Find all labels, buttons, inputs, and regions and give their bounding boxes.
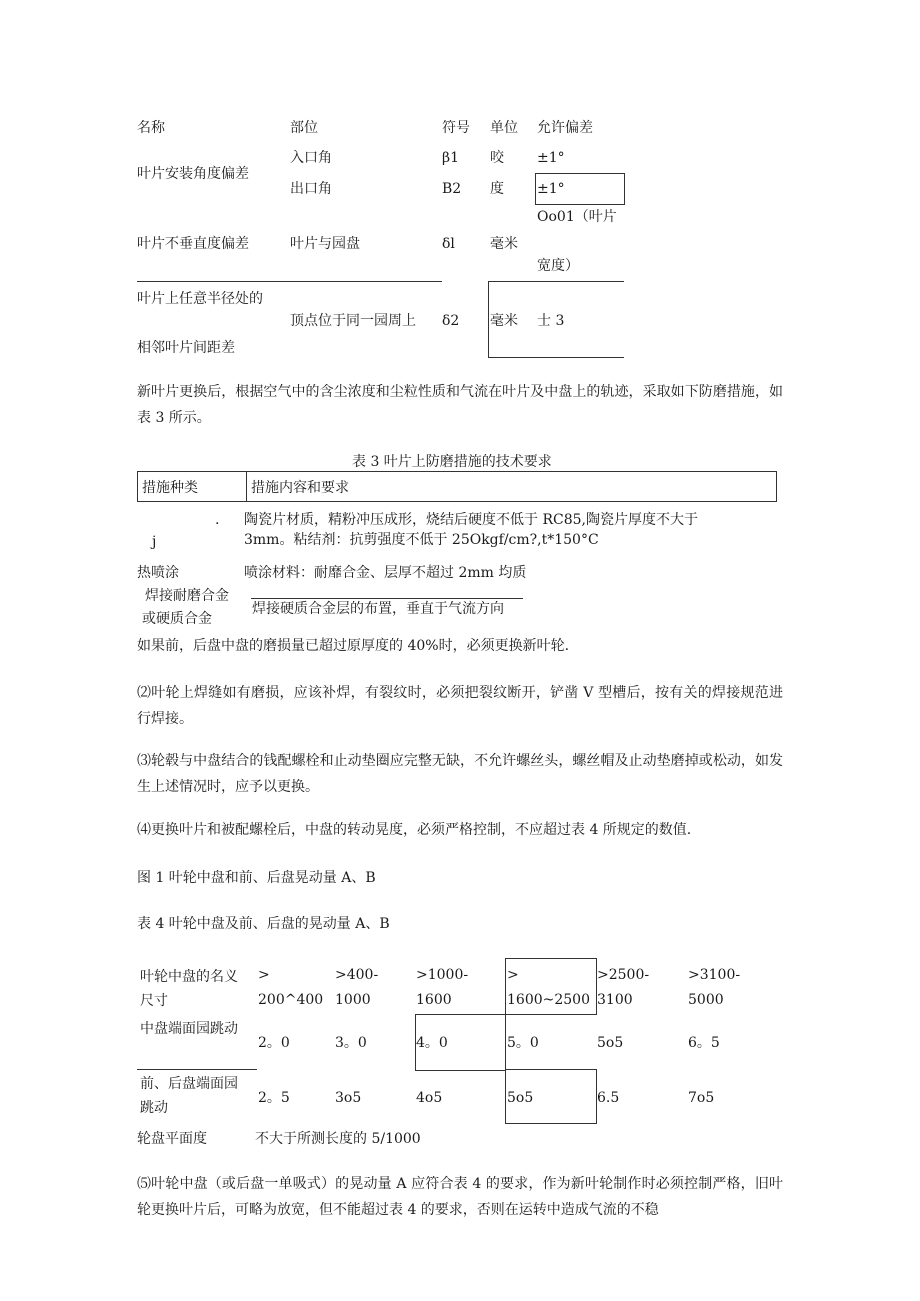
table4-size-4-line1: > [507, 967, 519, 983]
table1-row3-tolerance: 士 3 [537, 313, 565, 329]
table4-size-1-line2: 200^400 [258, 992, 324, 1008]
table3-row3-rule [251, 598, 523, 599]
table1-row3-name-line2: 相邻叶片间距差 [137, 340, 235, 356]
table4-size-3-line1: >1000- [416, 967, 469, 983]
table3-header-col2: 措施内容和要求 [251, 480, 349, 496]
table1-row1-sub2-position: 出口角 [290, 181, 332, 197]
table1-row1-sub2-unit: 度 [490, 181, 504, 197]
table1-row1-sub1-tolerance: ±1° [537, 150, 565, 166]
table4-row2-value-4: 5o5 [507, 1090, 534, 1106]
table1-row3-name-line1: 叶片上任意半径处的 [137, 291, 263, 307]
table1-row1-sub2-tolerance: ±1° [537, 181, 565, 197]
table1-row3-position: 顶点位于同一园周上 [290, 313, 416, 329]
table1-row2-symbol: δl [442, 236, 455, 252]
table4-size-2-line2: 1000 [335, 992, 371, 1008]
paragraph-antiwear-intro: 新叶片更换后，根据空气中的含尘浓度和尘粒性质和气流在叶片及中盘上的轨迹，采取如下防磨措施，如表 3 所示。 [137, 384, 783, 426]
table4-size-3-line2: 1600 [416, 992, 452, 1008]
table4-row1-value-3: 4。0 [416, 1035, 448, 1051]
table1-row1-sub1-position: 入口角 [290, 150, 332, 166]
table4-row1-value-1: 2。0 [258, 1035, 290, 1051]
table4-row1-label: 中盘端面园跳动 [140, 1021, 238, 1037]
table1-row3-unit: 毫米 [490, 313, 518, 329]
table3-header-divider [246, 471, 247, 502]
table4-row-rule [137, 1069, 257, 1070]
table3-row1-col1: j [152, 534, 157, 550]
table1-rule-right-bottom [489, 357, 624, 358]
paragraph-bolts: ⑶轮毂与中盘结合的钱配螺栓和止动垫圈应完整无缺，不允许螺丝头，螺丝帽及止动垫磨掉或松动，如发生上述情况时，应予以更换。 [137, 753, 783, 795]
table1-row3-symbol: δ2 [442, 313, 460, 329]
table3-header-box [137, 471, 777, 502]
table3-header-col1: 措施种类 [142, 480, 198, 496]
table4-row1-value-6: 6。5 [688, 1035, 720, 1051]
table1-header-name: 名称 [137, 120, 165, 136]
table1-row2-position: 叶片与园盘 [290, 236, 360, 252]
table3-row2-col2: 喷涂材料：耐靡合金、层厚不超过 2mm 均质 [244, 565, 527, 581]
table4-row1-value-4: 5。0 [507, 1035, 539, 1051]
table3-caption: 表 3 叶片上防磨措施的技术要求 [352, 454, 552, 470]
table4-row1-value-5: 5o5 [597, 1035, 624, 1051]
table3-row1-text-line1: 陶瓷片材质，精粉冲压成形，烧结后硬度不低于 RC85,陶瓷片厚度不大于 [244, 512, 698, 528]
table3-row2-col1: 热喷涂 [137, 565, 179, 581]
table4-row2-label-line1: 前、后盘端面园 [140, 1076, 238, 1092]
paragraph-wear-limit: 如果前，后盘中盘的磨损量已超过原厚度的 40%时，必须更换新叶轮. [137, 638, 570, 654]
table4-size-5-line2: 3100 [597, 992, 633, 1008]
table1-rule-right-top [489, 281, 624, 282]
table1-row1-sub1-unit: 咬 [490, 150, 504, 166]
table4-size-5-line1: >2500- [597, 967, 650, 983]
table4-flatness-label: 轮盘平面度 [137, 1131, 207, 1147]
table4-row0-label-line2: 尺寸 [140, 993, 168, 1009]
table3-row1-text-line2: 3mm。粘结剂：抗剪强度不低于 25Okgf/cm?,t*150°C [244, 532, 599, 548]
paragraph-runout-requirement: ⑸叶轮中盘（或后盘一单吸式）的晃动量 A 应符合表 4 的要求，作为新叶轮制作时必须控制严格，旧叶轮更换叶片后，可略为放宽，但不能超过表 4 的要求，否则在运转中造成气流的不稳 [137, 1176, 783, 1218]
table4-row2-value-3: 4o5 [416, 1090, 443, 1106]
table3-row3-col1-line2: 或硬质合金 [142, 611, 212, 627]
table1-rule [137, 281, 442, 282]
table1-header-tolerance: 允许偏差 [537, 120, 593, 136]
table4-row2-value-6: 7o5 [688, 1090, 715, 1106]
table1-row1-name: 叶片安装角度偏差 [137, 166, 249, 182]
table4-row2-label-line2: 跳动 [140, 1100, 168, 1116]
table4-row0-label-line1: 叶轮中盘的名义 [140, 969, 238, 985]
table3-row3-col2: 焊接硬质合金层的布置，垂直于气流方向 [252, 601, 504, 617]
table1-header-unit: 单位 [490, 120, 518, 136]
table4-row1-value-2: 3。0 [335, 1035, 367, 1051]
table3-row1-mark: . [215, 512, 220, 528]
table4-size-4-line2: 1600~2500 [507, 992, 590, 1008]
table4-size-1-line1: > [258, 967, 270, 983]
table1-header-symbol: 符号 [442, 120, 470, 136]
table4-size-2-line1: >400- [335, 967, 379, 983]
table4-flatness-value: 不大于所测长度的 5/1000 [255, 1131, 421, 1147]
table4-row2-value-1: 2。5 [258, 1090, 290, 1106]
table1-row2-unit: 毫米 [490, 236, 518, 252]
table4-row2-value-2: 3o5 [335, 1090, 362, 1106]
table4-size-6-line1: >3100- [688, 967, 741, 983]
table1-row1-sub2-symbol: B2 [442, 181, 462, 197]
table1-header-position: 部位 [290, 120, 318, 136]
table1-tolerance-box [535, 173, 625, 205]
figure1-caption: 图 1 叶轮中盘和前、后盘晃动量 A、B [137, 870, 376, 886]
paragraph-runout-control: ⑷更换叶片和被配螺栓后，中盘的转动晃度，必须严格控制，不应超过表 4 所规定的数值. [137, 822, 692, 838]
table1-row1-sub1-symbol: β1 [442, 150, 460, 166]
table1-rule-right-vertical [488, 281, 489, 358]
table1-row2-tolerance-line2: 宽度） [537, 258, 579, 274]
table3-row3-col1-line1: 焊接耐磨合金 [145, 588, 229, 604]
table4-caption: 表 4 叶轮中盘及前、后盘的晃动量 A、B [137, 916, 390, 932]
table4-row2-value-5: 6.5 [597, 1090, 620, 1106]
table1-row2-tolerance-line1: Oo01（叶片 [537, 209, 617, 225]
table1-row2-name: 叶片不垂直度偏差 [137, 236, 249, 252]
paragraph-weld-repair: ⑵叶轮上焊缝如有磨损，应该补焊，有裂纹时，必须把裂纹断开，铲凿 V 型槽后，按有关的焊接规范进行焊接。 [137, 685, 783, 727]
table4-size-6-line2: 5000 [688, 992, 724, 1008]
